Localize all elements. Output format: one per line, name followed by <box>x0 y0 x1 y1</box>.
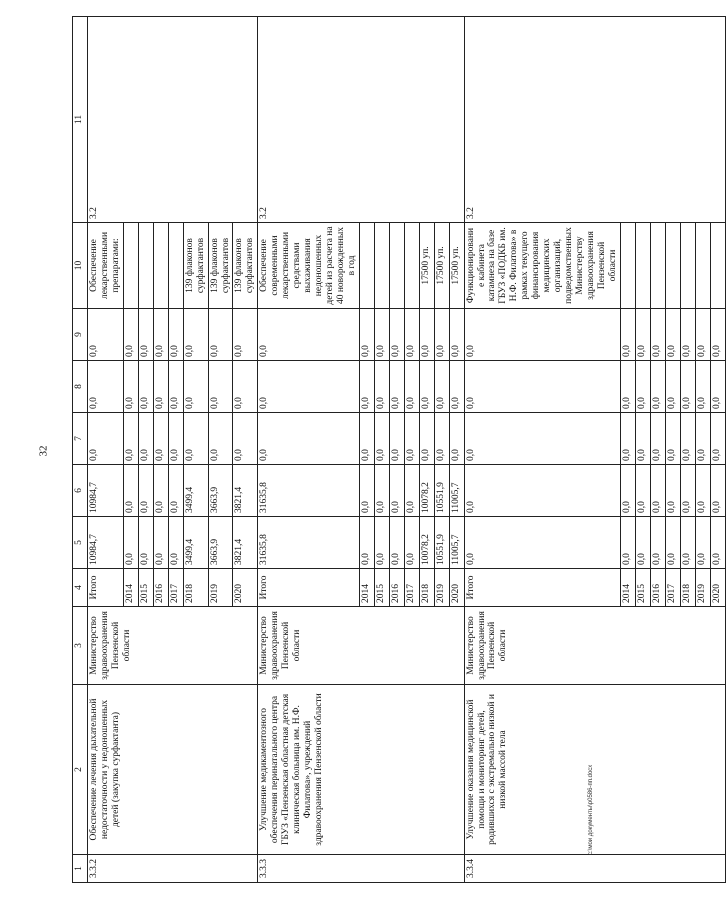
result-cell <box>123 223 138 309</box>
value-cell: 0,0 <box>374 361 389 413</box>
year-cell: 2020 <box>449 569 464 607</box>
column-header-11: 11 <box>73 17 88 223</box>
value-cell: 0,0 <box>153 361 168 413</box>
value-cell: 0,0 <box>233 309 258 361</box>
value-cell: 0,0 <box>233 361 258 413</box>
value-cell: 0,0 <box>208 413 233 465</box>
result-cell: Функционирование кабинета катамнеза на базе ГБУЗ «ПОДКБ им. Н.Ф. Филатова» в рамках текущего финансирования медицинских организаций, подведомственных Министерству здравоохранения Пензенской области <box>464 223 620 309</box>
value-cell: 0,0 <box>710 361 725 413</box>
value-cell: 0,0 <box>464 309 620 361</box>
executor: Министерство здравоохранения Пензенской области <box>88 607 258 685</box>
year-cell: 2020 <box>710 569 725 607</box>
page-number: 32 <box>37 445 50 457</box>
value-cell: 0,0 <box>359 309 374 361</box>
value-cell: 0,0 <box>258 413 359 465</box>
activity-name: Улучшение оказания медицинской помощи и мониторинг детей, родившихся с экстремально низкой и низкой массой тела <box>464 685 725 855</box>
value-cell: 0,0 <box>620 465 635 517</box>
value-cell: 0,0 <box>168 361 183 413</box>
column-header-8: 8 <box>73 361 88 413</box>
year-cell: 2015 <box>635 569 650 607</box>
result-cell <box>665 223 680 309</box>
result-cell: 17500 уп. <box>449 223 464 309</box>
table-row <box>464 17 620 883</box>
value-cell: 0,0 <box>464 361 620 413</box>
value-cell: 0,0 <box>695 517 710 569</box>
column-header-6: 6 <box>73 465 88 517</box>
year-cell: 2018 <box>183 569 208 607</box>
indicator-number: 3.2 <box>88 17 258 223</box>
result-cell: Обеспечение современными лекарственными средствами выхаживания недоношенных детей из расчета на 40 новорожденных в год <box>258 223 359 309</box>
result-cell <box>168 223 183 309</box>
value-cell: 0,0 <box>404 361 419 413</box>
value-cell: 0,0 <box>419 309 434 361</box>
year-cell: 2020 <box>233 569 258 607</box>
result-cell <box>620 223 635 309</box>
column-header-1: 1 <box>73 855 88 883</box>
value-cell: 31635,8 <box>258 517 359 569</box>
year-cell: 2016 <box>153 569 168 607</box>
year-cell: 2017 <box>168 569 183 607</box>
executor: Министерство здравоохранения Пензенской области <box>464 607 725 685</box>
value-cell: 0,0 <box>389 517 404 569</box>
result-cell <box>374 223 389 309</box>
value-cell: 0,0 <box>389 361 404 413</box>
activity-name: Улучшение медикаментозного обеспечения перинатального центра ГБУЗ «Пензенская областная детская клиническая больница им. Н.Ф. Филатова», учреждений здравоохранения Пензенской области <box>258 685 464 855</box>
value-cell: 0,0 <box>680 517 695 569</box>
value-cell: 0,0 <box>153 413 168 465</box>
value-cell: 0,0 <box>123 413 138 465</box>
value-cell: 0,0 <box>168 465 183 517</box>
column-header-9: 9 <box>73 309 88 361</box>
column-header-5: 5 <box>73 517 88 569</box>
value-cell: 0,0 <box>138 361 153 413</box>
value-cell: 0,0 <box>650 517 665 569</box>
value-cell: 0,0 <box>404 309 419 361</box>
value-cell: 0,0 <box>359 413 374 465</box>
value-cell: 10984,7 <box>88 517 124 569</box>
year-cell: 2019 <box>434 569 449 607</box>
result-cell: 139 флаконов сурфактантов <box>208 223 233 309</box>
value-cell: 0,0 <box>389 309 404 361</box>
result-cell: 139 флаконов сурфактантов <box>233 223 258 309</box>
column-number-row <box>73 17 88 883</box>
result-cell <box>650 223 665 309</box>
value-cell: 0,0 <box>449 309 464 361</box>
year-cell: 2015 <box>138 569 153 607</box>
value-cell: 0,0 <box>153 309 168 361</box>
value-cell: 10551,9 <box>434 517 449 569</box>
value-cell: 0,0 <box>374 465 389 517</box>
value-cell: 0,0 <box>650 361 665 413</box>
result-cell: 17500 уп. <box>434 223 449 309</box>
value-cell: 3663,9 <box>208 517 233 569</box>
value-cell: 0,0 <box>138 517 153 569</box>
result-cell <box>153 223 168 309</box>
year-cell: 2018 <box>419 569 434 607</box>
value-cell: 0,0 <box>710 413 725 465</box>
value-cell: 0,0 <box>153 465 168 517</box>
value-cell: 0,0 <box>88 361 124 413</box>
year-cell: Итого <box>88 569 124 607</box>
column-header-3: 3 <box>73 607 88 685</box>
value-cell: 0,0 <box>374 309 389 361</box>
value-cell: 0,0 <box>710 517 725 569</box>
year-cell: 2014 <box>123 569 138 607</box>
value-cell: 3821,4 <box>233 517 258 569</box>
result-cell <box>359 223 374 309</box>
value-cell: 0,0 <box>123 361 138 413</box>
value-cell: 0,0 <box>168 413 183 465</box>
year-cell: 2014 <box>620 569 635 607</box>
value-cell: 0,0 <box>665 465 680 517</box>
value-cell: 0,0 <box>635 361 650 413</box>
value-cell: 0,0 <box>695 413 710 465</box>
value-cell: 10551,9 <box>434 465 449 517</box>
column-header-4: 4 <box>73 569 88 607</box>
year-cell: 2016 <box>389 569 404 607</box>
result-cell <box>635 223 650 309</box>
value-cell: 10078,2 <box>419 517 434 569</box>
table-row <box>258 17 359 883</box>
value-cell: 0,0 <box>258 309 359 361</box>
result-cell <box>680 223 695 309</box>
value-cell: 0,0 <box>695 465 710 517</box>
value-cell: 3499,4 <box>183 517 208 569</box>
year-cell: 2019 <box>208 569 233 607</box>
value-cell: 0,0 <box>138 309 153 361</box>
value-cell: 0,0 <box>153 517 168 569</box>
value-cell: 0,0 <box>680 361 695 413</box>
value-cell: 0,0 <box>88 309 124 361</box>
item-number: 3.3.2 <box>88 855 258 883</box>
value-cell: 31635,8 <box>258 465 359 517</box>
value-cell: 0,0 <box>620 413 635 465</box>
value-cell: 0,0 <box>635 309 650 361</box>
year-cell: 2015 <box>374 569 389 607</box>
value-cell: 0,0 <box>464 517 620 569</box>
value-cell: 0,0 <box>434 309 449 361</box>
program-table <box>72 16 726 883</box>
value-cell: 0,0 <box>138 465 153 517</box>
value-cell: 0,0 <box>464 465 620 517</box>
value-cell: 0,0 <box>449 361 464 413</box>
item-number: 3.3.3 <box>258 855 464 883</box>
executor: Министерство здравоохранения Пензенской области <box>258 607 464 685</box>
value-cell: 0,0 <box>710 309 725 361</box>
value-cell: 0,0 <box>665 413 680 465</box>
value-cell: 10984,7 <box>88 465 124 517</box>
value-cell: 0,0 <box>138 413 153 465</box>
value-cell: 0,0 <box>404 517 419 569</box>
value-cell: 0,0 <box>665 517 680 569</box>
value-cell: 0,0 <box>449 413 464 465</box>
result-cell: Обеспечение лекарственными препаратами: <box>88 223 124 309</box>
value-cell: 0,0 <box>665 309 680 361</box>
value-cell: 0,0 <box>183 413 208 465</box>
value-cell: 0,0 <box>650 309 665 361</box>
result-cell <box>389 223 404 309</box>
value-cell: 0,0 <box>88 413 124 465</box>
year-cell: 2017 <box>404 569 419 607</box>
value-cell: 0,0 <box>464 413 620 465</box>
value-cell: 0,0 <box>680 413 695 465</box>
value-cell: 3821,4 <box>233 465 258 517</box>
value-cell: 0,0 <box>419 413 434 465</box>
value-cell: 0,0 <box>183 309 208 361</box>
result-cell: 139 флаконов сурфактантов <box>183 223 208 309</box>
value-cell: 0,0 <box>695 361 710 413</box>
value-cell: 0,0 <box>374 517 389 569</box>
activity-name: Обеспечение лечения дыхательной недостаточности у недоношенных детей (закупка сурфактанта) <box>88 685 258 855</box>
value-cell: 0,0 <box>389 413 404 465</box>
year-cell: Итого <box>464 569 620 607</box>
year-cell: 2019 <box>695 569 710 607</box>
column-header-2: 2 <box>73 685 88 855</box>
value-cell: 0,0 <box>233 413 258 465</box>
value-cell: 0,0 <box>404 413 419 465</box>
column-header-10: 10 <box>73 223 88 309</box>
value-cell: 0,0 <box>258 361 359 413</box>
value-cell: 0,0 <box>695 309 710 361</box>
value-cell: 0,0 <box>208 309 233 361</box>
year-cell: 2017 <box>665 569 680 607</box>
value-cell: 11005,7 <box>449 517 464 569</box>
value-cell: 0,0 <box>650 465 665 517</box>
value-cell: 0,0 <box>635 517 650 569</box>
value-cell: 0,0 <box>183 361 208 413</box>
value-cell: 0,0 <box>359 361 374 413</box>
year-cell: 2016 <box>650 569 665 607</box>
year-cell: 2018 <box>680 569 695 607</box>
value-cell: 0,0 <box>389 465 404 517</box>
value-cell: 0,0 <box>374 413 389 465</box>
value-cell: 0,0 <box>434 413 449 465</box>
result-cell: 17500 уп. <box>419 223 434 309</box>
value-cell: 0,0 <box>168 517 183 569</box>
column-header-7: 7 <box>73 413 88 465</box>
value-cell: 0,0 <box>434 361 449 413</box>
value-cell: 3499,4 <box>183 465 208 517</box>
value-cell: 0,0 <box>404 465 419 517</box>
value-cell: 0,0 <box>680 309 695 361</box>
file-path-footer: c:\мои документы\p0586-пп.docx <box>588 764 594 855</box>
item-number: 3.3.4 <box>464 855 725 883</box>
year-cell: Итого <box>258 569 359 607</box>
value-cell: 0,0 <box>168 309 183 361</box>
value-cell: 0,0 <box>359 517 374 569</box>
value-cell: 10078,2 <box>419 465 434 517</box>
value-cell: 0,0 <box>208 361 233 413</box>
value-cell: 0,0 <box>123 309 138 361</box>
value-cell: 0,0 <box>710 465 725 517</box>
value-cell: 0,0 <box>123 465 138 517</box>
value-cell: 0,0 <box>620 517 635 569</box>
value-cell: 0,0 <box>650 413 665 465</box>
indicator-number: 3.2 <box>464 17 725 223</box>
indicator-number: 3.2 <box>258 17 464 223</box>
result-cell <box>710 223 725 309</box>
result-cell <box>695 223 710 309</box>
value-cell: 0,0 <box>419 361 434 413</box>
value-cell: 0,0 <box>123 517 138 569</box>
value-cell: 0,0 <box>620 361 635 413</box>
value-cell: 0,0 <box>665 361 680 413</box>
value-cell: 0,0 <box>635 413 650 465</box>
result-cell <box>404 223 419 309</box>
value-cell: 11005,7 <box>449 465 464 517</box>
result-cell <box>138 223 153 309</box>
value-cell: 0,0 <box>680 465 695 517</box>
value-cell: 0,0 <box>620 309 635 361</box>
table-row <box>88 17 124 883</box>
value-cell: 0,0 <box>635 465 650 517</box>
value-cell: 0,0 <box>359 465 374 517</box>
value-cell: 3663,9 <box>208 465 233 517</box>
year-cell: 2014 <box>359 569 374 607</box>
